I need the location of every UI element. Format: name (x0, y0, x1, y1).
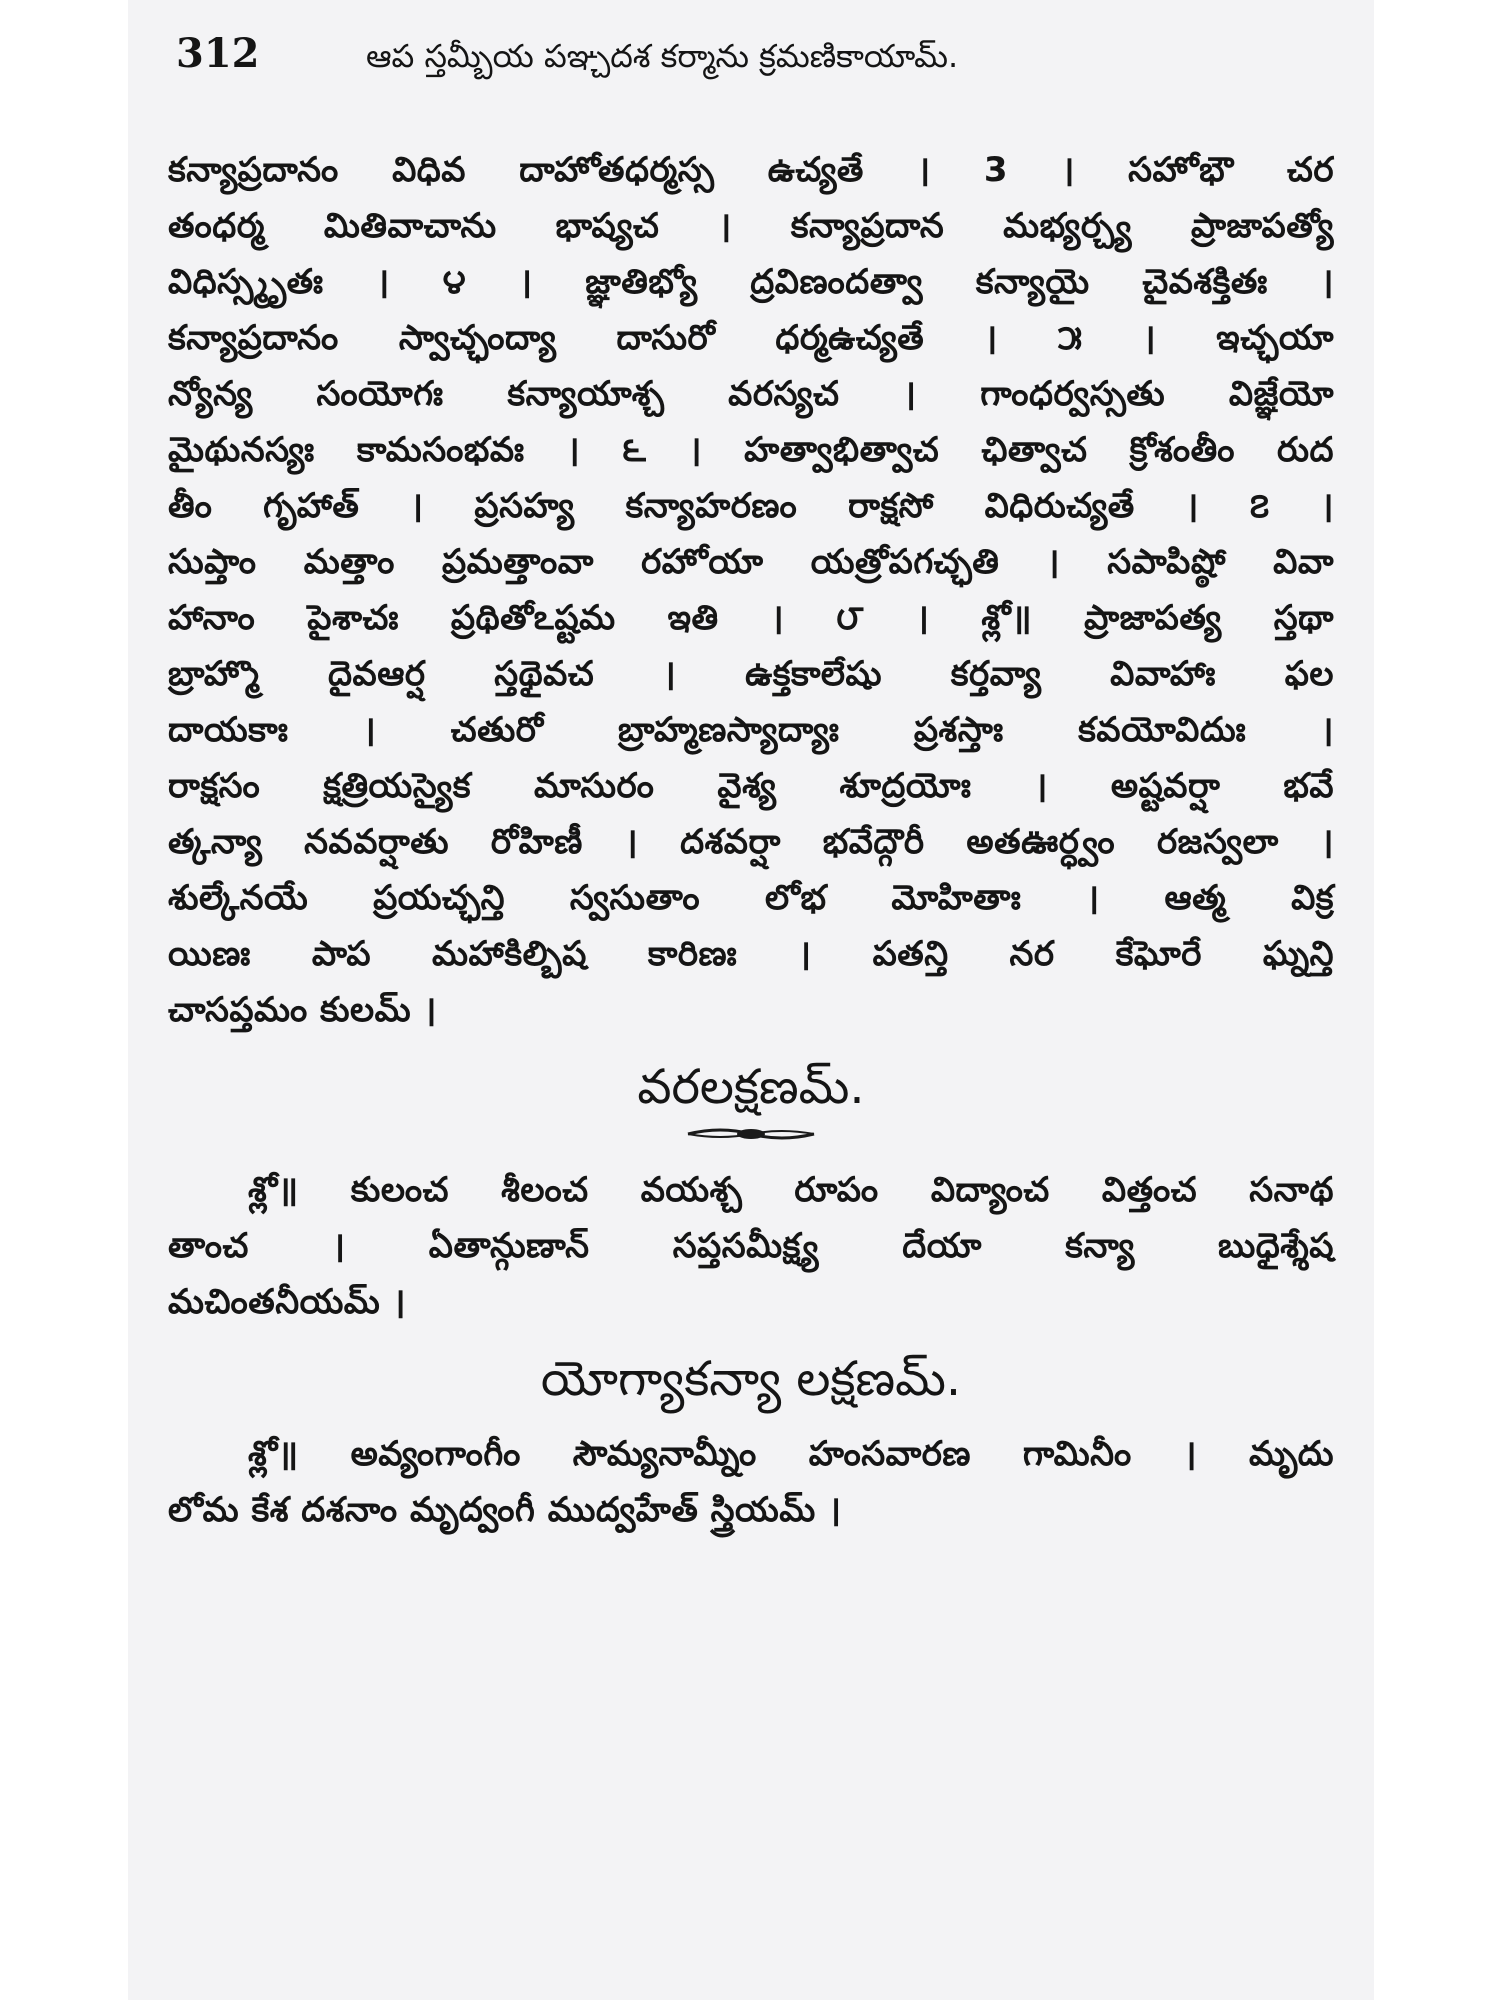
running-title: ఆప స్తమ్బీయ పఞ్చదశ కర్మాను క్రమణికాయామ్. (366, 37, 959, 75)
text-line: దాయకాః । చతురో బ్రాహ్మణస్యాద్యాః ప్రశస్తాః కవయోవిదుః । (168, 710, 1334, 750)
section-body-vara (168, 1162, 1334, 1330)
verse-line: శ్లో॥ అవ్యంగాంగీం సౌమ్యనామ్నీం హంసవారణ గామినీం । మృదు (248, 1434, 1334, 1474)
verse-line: మచింతనీయమ్ । (168, 1282, 406, 1322)
text-line: తీం గృహాత్ । ప్రసహ్య కన్యాహరణం రాక్షసో విధిరుచ్యతే । ౭ । (168, 486, 1334, 526)
text-line: కన్యాప్రదానం విధివ దాహోతధర్మస్స ఉచ్యతే । 3 । సహోభౌ చర (168, 150, 1334, 190)
page-header (168, 30, 1334, 100)
text-line: బ్రాహ్మొ దైవఆర్ష స్తథైవచ । ఉక్తకాలేషు కర్తవ్యా వివాహాః ఫల (168, 654, 1334, 694)
text-line: తంధర్మ మితివాచాను భాష్యచ । కన్యాప్రదాన మభ్యర్చ్య ప్రాజాపత్యో (168, 206, 1334, 246)
section-heading-vara: వరలక్షణమ్. (637, 1059, 865, 1115)
section-heading-kanya: యోగ్యాకన్యా లక్షణమ్. (540, 1351, 962, 1407)
section-body-kanya (168, 1426, 1334, 1538)
main-text (168, 142, 1334, 1038)
text-line: రాక్షసం క్షత్రియస్యైక మాసురం వైశ్య శూద్రయోః । అష్టవర్షా భవే (168, 766, 1334, 806)
text-line: శుల్కేనయే ప్రయచ్ఛన్తి స్వసుతాం లోభ మోహితాః । ఆత్మ విక్ర (168, 878, 1334, 918)
text-line: కన్యాప్రదానం స్వాచ్ఛంద్యా దాసురో ధర్మఉచ్యతే । ౫ । ఇచ్ఛయా (168, 318, 1334, 358)
verse-line: తాంచ । ఏతాన్గుణాన్ సప్తసమీక్ష్య దేయా కన్యా బుధైశ్శేష (168, 1226, 1334, 1266)
text-line: న్యోన్య సంయోగః కన్యాయాశ్చ వరస్యచ । గాంధర్వస్సతు విజ్ఞేయో (168, 374, 1334, 414)
text-line: విధిస్స్మృతః । ౪ । జ్ఞాతిభ్యో ద్రవిణందత్వా కన్యాయై చైవశక్తితః । (168, 262, 1334, 302)
verse-line: లోమ కేశ దశనాం మృద్వంగీ ముద్వహేత్ స్త్రియమ్ । (168, 1490, 842, 1530)
verse-line: శ్లో॥ కులంచ శీలంచ వయశ్చ రూపం విద్యాంచ విత్తంచ సనాథ (248, 1170, 1334, 1210)
text-line: యిణః పాప మహాకిల్బిష కారిణః । పతన్తి నర కేఘోరే ఘ్నన్తి (168, 934, 1334, 974)
text-line: త్కన్యా నవవర్షాతు రోహిణీ । దశవర్షా భవేద్గౌరీ అతఊర్ధ్వం రజస్వలా । (168, 822, 1334, 862)
page-number: 312 (176, 30, 260, 77)
ornament-divider (168, 1124, 1334, 1144)
ornament-flourish-icon (686, 1124, 816, 1144)
text-line: చాసప్తమం కులమ్ । (168, 990, 437, 1030)
text-line: హానాం పైశాచః ప్రథితోఽష్టమ ఇతి । ౮ । శ్లో॥ ప్రాజాపత్య స్తథా (168, 598, 1334, 638)
text-line: మైథునస్యః కామసంభవః । ౬ । హత్వాభిత్వాచ ఛిత్వాచ క్రోశంతీం రుద (168, 430, 1334, 470)
book-page (128, 0, 1374, 2000)
text-line: సుప్తాం మత్తాం ప్రమత్తాంవా రహోయా యత్రోపగచ్ఛతి । సపాపిష్ఠో వివా (168, 542, 1334, 582)
